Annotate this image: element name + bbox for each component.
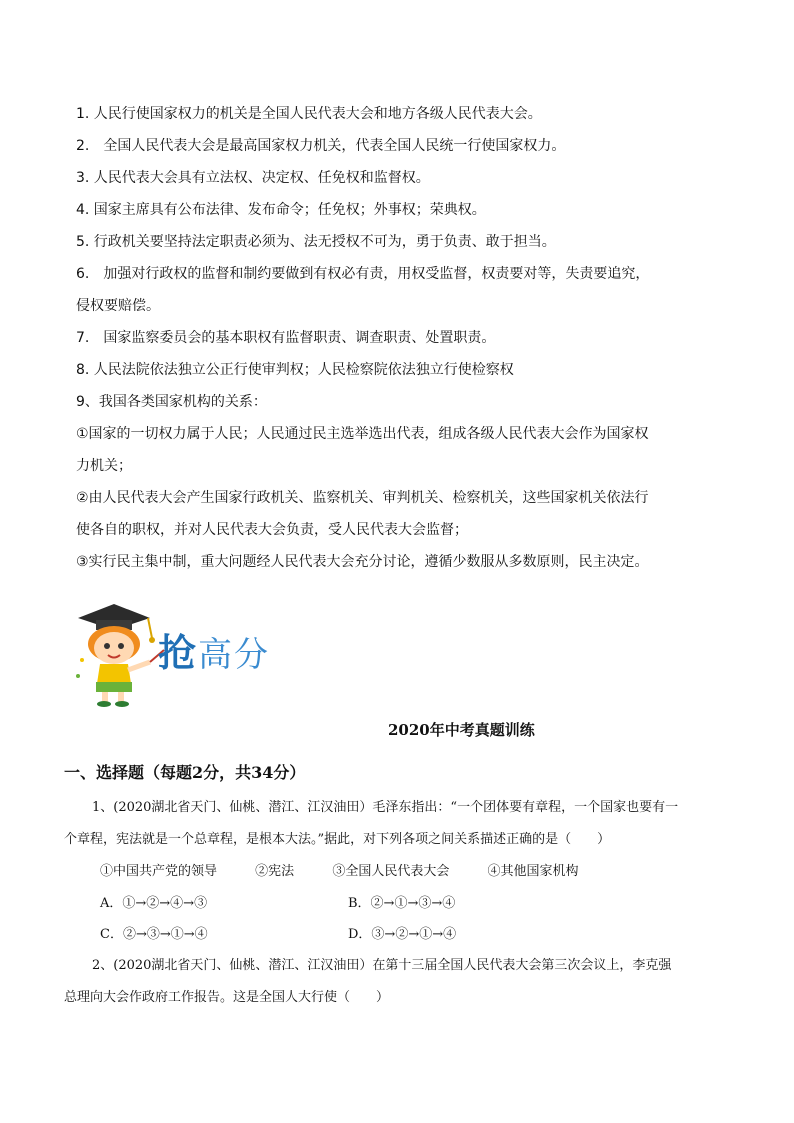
point-1: 1. 人民行使国家权力的机关是全国人民代表大会和地方各级人民代表大会。 [76, 106, 542, 122]
question-1-line-2: 个章程，宪法就是一个总章程，是根本大法。”据此，对下列各项之间关系描述正确的是（ ） [64, 832, 611, 847]
relation-1-line-2: 力机关； [76, 458, 132, 474]
question-1-item-4: ④其他国家机构 [487, 864, 579, 879]
question-2-line-2: 总理向大会作政府工作报告。这是全国人大行使（ ） [64, 990, 390, 1005]
relation-3: ③实行民主集中制，重大问题经人民代表大会充分讨论，遵循少数服从多数原则，民主决定。 [76, 554, 649, 570]
question-list [64, 792, 736, 1014]
exam-title: 2020年中考真题训练 [388, 721, 535, 739]
option-a[interactable]: A．①→②→④→③ [100, 896, 208, 911]
question-1-items [64, 856, 736, 888]
question-1-item-2: ②宪法 [255, 864, 295, 879]
question-1-options [64, 888, 736, 950]
point-6-line-2: 侵权要赔偿。 [76, 298, 160, 314]
question-1-item-1: ①中国共产党的领导 [100, 864, 218, 879]
point-9: 9、我国各类国家机构的关系： [76, 394, 267, 410]
banner-title-big: 抢 [158, 631, 199, 675]
question-1-item-3: ③全国人民代表大会 [332, 864, 450, 879]
point-5: 5. 行政机关要坚持法定职责必须为、法无授权不可为，勇于负责、敢于担当。 [76, 234, 556, 250]
score-banner [70, 598, 330, 708]
option-d[interactable]: D．③→②→①→④ [348, 927, 457, 942]
section-title: 一、选择题（每题2分，共34分） [64, 763, 306, 782]
option-b[interactable]: B．②→①→③→④ [348, 896, 456, 911]
point-3: 3. 人民代表大会具有立法权、决定权、任免权和监督权。 [76, 170, 430, 186]
point-4: 4. 国家主席具有公布法律、发布命令；任免权；外事权；荣典权。 [76, 202, 486, 218]
point-2: 2. 全国人民代表大会是最高国家权力机关，代表全国人民统一行使国家权力。 [76, 138, 566, 154]
option-c[interactable]: C．②→③→①→④ [100, 927, 208, 942]
relation-2-line-1: ②由人民代表大会产生国家行政机关、监察机关、审判机关、检察机关，这些国家机关依法行 [76, 490, 649, 506]
relation-1-line-1: ①国家的一切权力属于人民；人民通过民主选举选出代表，组成各级人民代表大会作为国家权 [76, 426, 649, 442]
banner-title-rest: 高分 [198, 635, 271, 675]
options-row [100, 919, 736, 950]
point-8: 8. 人民法院依法独立公正行使审判权；人民检察院依法独立行使检察权 [76, 362, 514, 378]
question-2-line-1: 2、(2020湖北省天门、仙桃、潜江、江汉油田）在第十三届全国人民代表大会第三次会议上，李克强 [92, 958, 672, 973]
key-points-list [76, 98, 736, 578]
question-1-line-1: 1、(2020湖北省天门、仙桃、潜江、江汉油田）毛泽东指出：“一个团体要有章程，一个国家也要有一 [92, 800, 679, 815]
options-row [100, 888, 736, 919]
student-mascot-icon [70, 598, 170, 708]
banner-title [158, 622, 270, 677]
point-7: 7. 国家监察委员会的基本职权有监督职责、调查职责、处置职责。 [76, 330, 496, 346]
relation-2-line-2: 使各自的职权，并对人民代表大会负责，受人民代表大会监督； [76, 522, 468, 538]
point-6-line-1: 6. 加强对行政权的监督和制约要做到有权必有责，用权受监督，权责要对等，失责要追究， [76, 266, 650, 282]
